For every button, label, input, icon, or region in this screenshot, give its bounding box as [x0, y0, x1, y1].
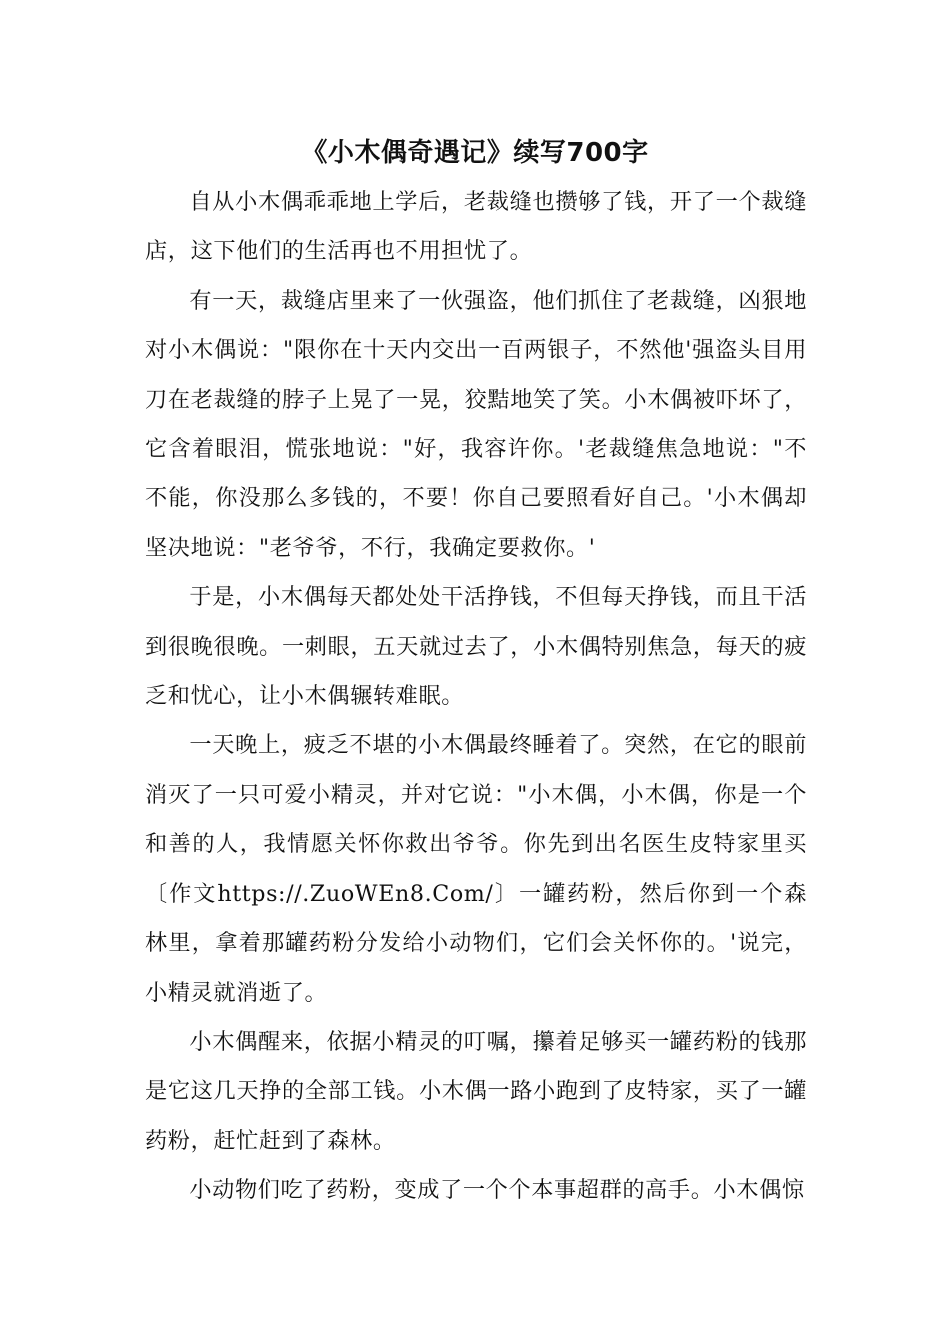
paragraph-4: 一天晚上，疲乏不堪的小木偶最终睡着了。突然，在它的眼前消灭了一只可爱小精灵，并对它说："小木偶，小木偶，你是一个和善的人，我情愿关怀你救出爷爷。你先到出名医生皮特家里买〔作文https://.ZuoWEn8.Com/〕一罐药粉，然后你到一个森林里，拿着那罐药粉分发给小动物们，它们会关怀你的。'说完，小精灵就消逝了。 — [145, 732, 807, 1006]
paragraph-5: 小木偶醒来，依据小精灵的叮嘱，攥着足够买一罐药粉的钱那是它这几天挣的全部工钱。小木偶一路小跑到了皮特家，买了一罐药粉，赶忙赶到了森林。 — [145, 1028, 807, 1154]
paragraph-1: 自从小木偶乖乖地上学后，老裁缝也攒够了钱，开了一个裁缝店，这下他们的生活再也不用担忧了。 — [145, 189, 807, 265]
paragraph-2: 有一天，裁缝店里来了一伙强盗，他们抓住了老裁缝，凶狠地对小木偶说："限你在十天内交出一百两银子，不然他'强盗头目用刀在老裁缝的脖子上晃了一晃，狡黠地笑了笑。小木偶被吓坏了，它含着眼泪，慌张地说："好，我容许你。'老裁缝焦急地说："不不能，你没那么多钱的，不要！你自己要照看好自己。'小木偶却坚决地说："老爷爷，不行，我确定要救你。' — [145, 287, 807, 561]
paragraph-3: 于是，小木偶每天都处处干活挣钱，不但每天挣钱，而且干活到很晚很晚。一刺眼，五天就过去了，小木偶特别焦急，每天的疲乏和忧心，让小木偶辗转难眠。 — [145, 584, 807, 710]
paragraph-6: 小动物们吃了药粉，变成了一个个本事超群的高手。小木偶惊 — [189, 1177, 805, 1204]
document-body — [145, 178, 807, 1216]
document-title: 《小木偶奇遇记》续写700字 — [301, 138, 649, 168]
